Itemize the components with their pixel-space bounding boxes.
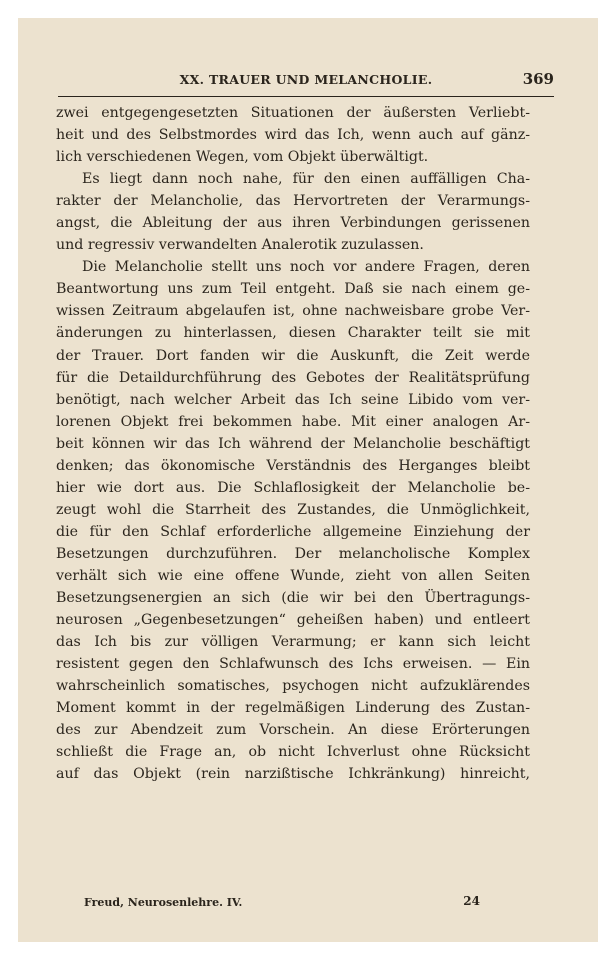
text-line: Beantwortung uns zum Teil entgeht. Daß sie nach einem ge- (56, 281, 530, 298)
text-line: verhält sich wie eine offene Wunde, zieht von allen Seiten (56, 567, 530, 584)
text-line: der Trauer. Dort fanden wir die Auskunft, die Zeit werde (56, 347, 530, 364)
text-line: Die Melancholie stellt uns noch vor andere Fragen, deren (82, 259, 530, 276)
page-header (58, 70, 554, 97)
text-line: Es liegt dann noch nahe, für den einen auffälligen Cha- (82, 171, 530, 188)
text-line: resistent gegen den Schlafwunsch des Ichs erweisen. — Ein (56, 656, 530, 673)
text-line: neurosen „Gegenbesetzungen“ geheißen haben) und entleert (56, 612, 530, 629)
text-line: änderungen zu hinterlassen, diesen Charakter teilt sie mit (56, 325, 530, 342)
signature-mark: 24 (463, 894, 480, 908)
running-title: XX. TRAUER UND MELANCHOLIE. (179, 72, 433, 87)
text-line: hier wie dort aus. Die Schlaflosigkeit der Melancholie be- (56, 479, 530, 496)
text-line: lich verschiedenen Wegen, vom Objekt überwältigt. (56, 149, 429, 166)
text-line: und regressiv verwandelten Analerotik zuzulassen. (56, 237, 424, 254)
text-line: für die Detaildurchführung des Gebotes der Realitätsprüfung (56, 369, 530, 386)
page-footer (84, 896, 480, 909)
text-line: lorenen Objekt frei bekommen habe. Mit einer analogen Ar- (56, 413, 530, 430)
text-line: beit können wir das Ich während der Melancholie beschäftigt (56, 435, 530, 452)
text-line: Moment kommt in der regelmäßigen Linderung des Zustan- (56, 700, 530, 717)
text-line: wissen Zeitraum abgelaufen ist, ohne nachweisbare grobe Ver- (56, 303, 530, 320)
text-line: denken; das ökonomische Verständnis des Herganges bleibt (56, 457, 530, 474)
text-line: auf das Objekt (rein narzißtische Ichkränkung) hinreicht, (56, 766, 530, 783)
text-line: schließt die Frage an, ob nicht Ichverlust ohne Rücksicht (56, 744, 530, 761)
page-number: 369 (522, 70, 554, 88)
text-line: heit und des Selbstmordes wird das Ich, wenn auch auf gänz- (56, 127, 530, 144)
text-line: wahrscheinlich somatisches, psychogen nicht aufzuklärendes (56, 678, 530, 695)
book-page (18, 18, 598, 942)
text-line: benötigt, nach welcher Arbeit das Ich seine Libido vom ver- (56, 391, 530, 408)
text-line: Besetzungen durchzuführen. Der melancholische Komplex (56, 545, 530, 562)
text-line: die für den Schlaf erforderliche allgemeine Einziehung der (56, 523, 530, 540)
text-line: des zur Abendzeit zum Vorschein. An diese Erörterungen (56, 722, 530, 739)
text-line: angst, die Ableitung der aus ihren Verbindungen gerissenen (56, 215, 530, 232)
text-line: Besetzungsenergien an sich (die wir bei den Übertragungs- (56, 590, 530, 607)
body-text (56, 102, 530, 785)
text-line: rakter der Melancholie, das Hervortreten der Verarmungs- (56, 193, 530, 210)
text-line: zwei entgegengesetzten Situationen der äußersten Verliebt- (56, 105, 530, 121)
footer-book-title: Freud, Neurosenlehre. IV. (84, 896, 243, 909)
text-line: das Ich bis zur völligen Verarmung; er kann sich leicht (56, 634, 530, 651)
text-line: zeugt wohl die Starrheit des Zustandes, die Unmöglichkeit, (56, 501, 530, 518)
